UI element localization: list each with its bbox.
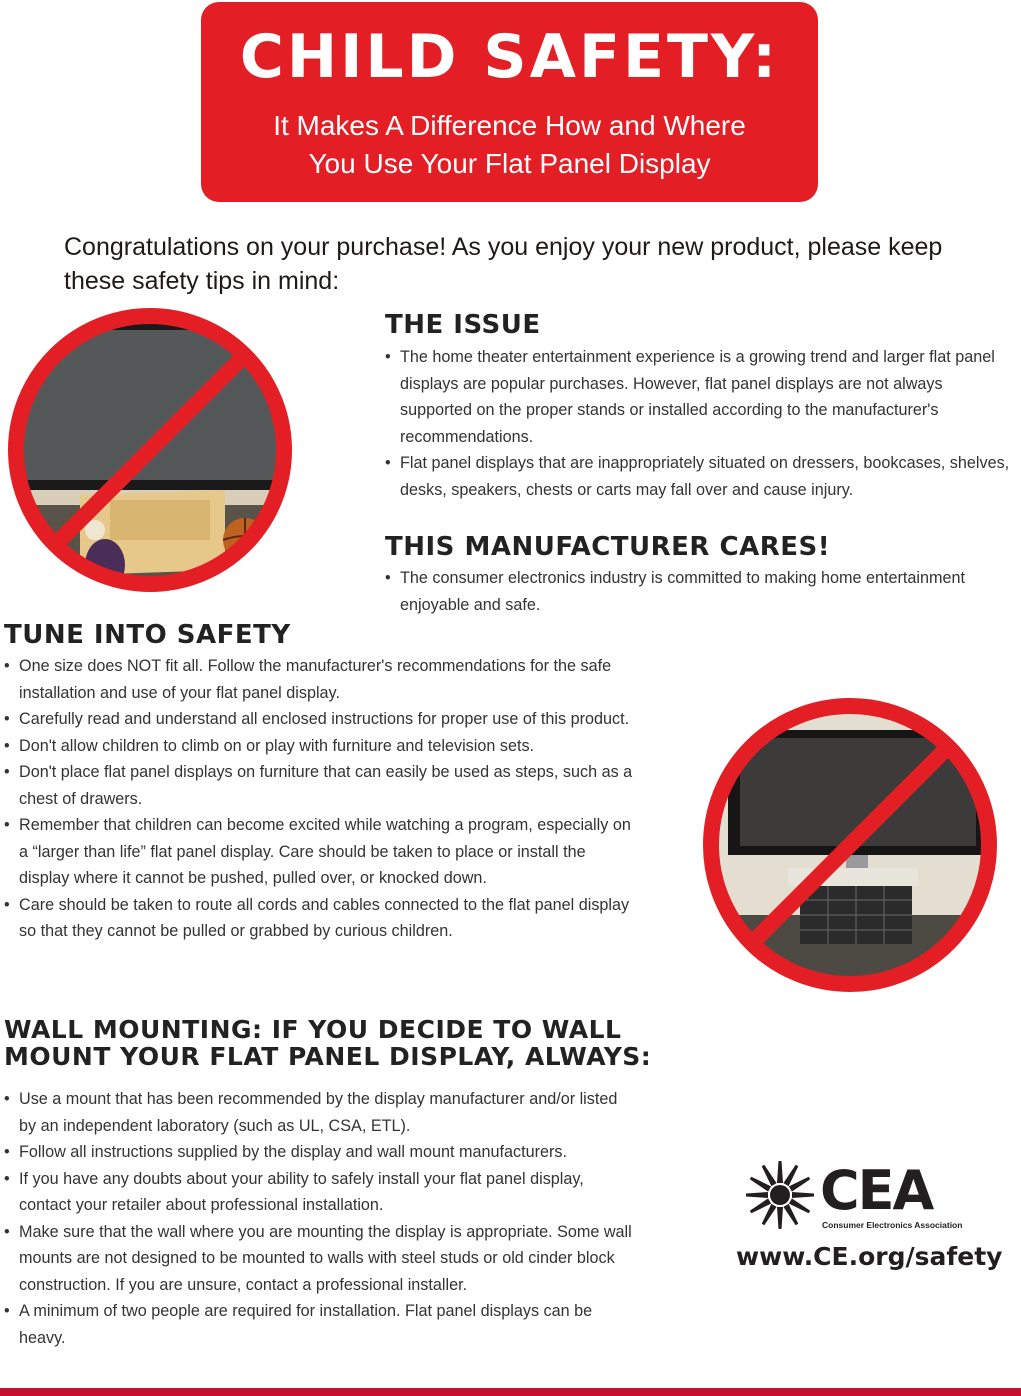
list-item: • One size does NOT fit all. Follow the manufacturer's recommendations for the safe installation and use of your flat panel display. xyxy=(3,653,633,706)
cea-tagline: Consumer Electronics Association xyxy=(822,1220,963,1230)
intro-text: Congratulations on your purchase! As you enjoy your new product, please keep these safety tips in mind: xyxy=(64,233,943,295)
tune-list xyxy=(3,653,633,945)
page-title: CHILD SAFETY: xyxy=(239,22,780,92)
tune-heading: TUNE INTO SAFETY xyxy=(4,620,291,650)
list-item: • Use a mount that has been recommended by the display manufacturer and/or listed by an independent laboratory (such as UL, CSA, ETL). xyxy=(3,1086,633,1139)
cares-heading: THIS MANUFACTURER CARES! xyxy=(385,532,831,562)
list-item: • The home theater entertainment experience is a growing trend and larger flat panel displays are popular purchases. However, flat panel displays are not always supported on the proper stands or installed according to the manufacturer's recommendations. xyxy=(384,344,1014,450)
list-item: • Don't place flat panel displays on furniture that can easily be used as steps, such as a chest of drawers. xyxy=(3,759,633,812)
cea-wordmark: CEA xyxy=(820,1159,933,1222)
photo-tv-on-milk-crate-prohibited xyxy=(688,690,1012,1000)
banner-subtitle-line-2: You Use Your Flat Panel Display xyxy=(308,148,711,179)
list-item: • The consumer electronics industry is committed to making home entertainment enjoyable and safe. xyxy=(384,565,1014,618)
list-item: • If you have any doubts about your ability to safely install your flat panel display, contact your retailer about professional installation. xyxy=(3,1166,633,1219)
wall-mounting-heading-bold: WALL MOUNTING: xyxy=(4,1015,263,1044)
photo-tv-on-crate-prohibited xyxy=(0,300,300,600)
issue-heading: THE ISSUE xyxy=(385,310,541,340)
list-item: • Flat panel displays that are inappropriately situated on dressers, bookcases, shelves, desks, speakers, chests or carts may fall over and cause injury. xyxy=(384,450,1014,503)
wall-mounting-list xyxy=(3,1086,633,1351)
list-item: • Carefully read and understand all enclosed instructions for proper use of this product. xyxy=(3,706,633,733)
wall-mounting-heading-rest: IF YOU DECIDE TO WALL MOUNT YOUR FLAT PANEL DISPLAY, ALWAYS: xyxy=(4,1015,652,1071)
list-item: • A minimum of two people are required for installation. Flat panel displays can be heavy. xyxy=(3,1298,633,1351)
cea-starburst-icon xyxy=(745,1160,815,1230)
issue-list xyxy=(384,344,1014,503)
list-item: • Care should be taken to route all cords and cables connected to the flat panel display so that they cannot be pulled or grabbed by curious children. xyxy=(3,892,633,945)
footer-bar xyxy=(0,1388,1021,1396)
list-item: • Remember that children can become excited while watching a program, especially on a “larger than life” flat panel display. Care should be taken to place or install the display where it cannot be pushed, pulled over, or knocked down. xyxy=(3,812,633,892)
cea-logo-block xyxy=(732,1159,1003,1280)
title-banner xyxy=(201,2,818,202)
cares-list xyxy=(384,565,1014,618)
list-item: • Follow all instructions supplied by the display and wall mount manufacturers. xyxy=(3,1139,633,1166)
cea-safety-url: www.CE.org/safety xyxy=(736,1242,1003,1271)
list-item: • Don't allow children to climb on or play with furniture and television sets. xyxy=(3,733,633,760)
list-item: • Make sure that the wall where you are mounting the display is appropriate. Some wall mounts are not designed to be mounted to walls with steel studs or old cinder block construction. If you are unsure, contact a professional installer. xyxy=(3,1219,633,1299)
wall-mounting-heading xyxy=(4,1016,664,1070)
banner-subtitle-line-1: It Makes A Difference How and Where xyxy=(273,110,746,141)
